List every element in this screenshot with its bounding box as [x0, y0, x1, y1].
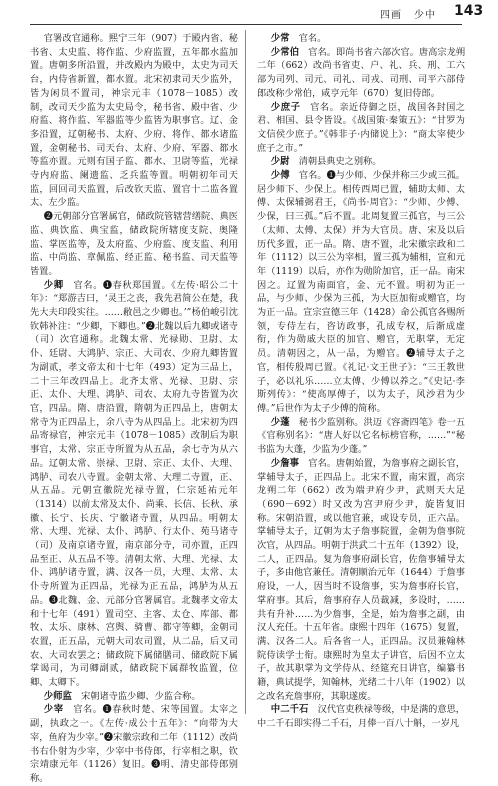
- definition: 官名。❶春秋郑国置。《左传·昭公二十年》：“郑游吉曰，‘灵王之丧，我先君简公在楚，我先大夫印段实往。……敝邑之少卿也。’”杨伯峻引沈钦韩补注：“少卿，下卿也。”❷北魏以后九卿或诸寺（司）次官通称。北魏太常、光禄勋、卫尉、太仆、廷尉、大鸿胪、宗正、大司农、少府九卿皆置为副贰，孝文帝太和十七年（493）定为三品上，二十三年改四品上。北齐太常、光禄、卫尉、宗正、太仆、大理、鸿胪、司农、太府九寺皆置为次官，四品。隋、唐沿置，隋朝为正四品上，唐朝太常寺为正四品上，余八寺为从四品上。北宋初为四品寄禄官，神宗元丰（1078－1085）改制后为职事官，太常、宗正寺所置为从五品，余七寺为从六品。辽朝太常、崇禄、卫尉、宗正、太仆、大理、鸿胪、司农八寺置。金朝太常、大理二寺置，正、从五品。元朝宣徽院光禄寺置，仁宗延祐元年（1314）以前太常及太仆、尚乘、长信、长秋、承徽、长宁、长庆、宁徽诸寺置，从四品。明朝太常、大理、光禄、太仆、鸿胪、行太仆、苑马诸寺（司）及南京诸寺置，南京部分寺，司亦置，正四品至正、从五品不等。清朝太常、大理、光禄、太仆、鸿胪诸寺置，满、汉各一员，大理、太常、太仆寺所置为正四品，光禄为正五品，鸿胪为从五品。❸北魏、金、元部分官署属官。北魏孝文帝太和十七年（491）置司空、主客、太仓、库部、都牧、太乐、康林、宫舆、骑曹、都守等卿，金朝司农置，正五品，元朝大司农司置，从二品，后又司农、大司农罢之；储政院下属储膳司、储政院下属掌谒司，为司卿副贰，储政院下属群牧监置，位卿、太卿下。: [30, 279, 238, 689]
- definition: 汉代官吏秩禄等级，中是满的意思，中二千石即实得二千石，月俸一百八十斛，一岁凡: [257, 704, 465, 730]
- headword: 少卿: [43, 279, 64, 291]
- definition: 宋朝诸寺监少卿、少监合称。: [81, 690, 201, 702]
- entry-shaozai: [30, 703, 238, 785]
- entry-shaozhanshi: [257, 457, 465, 704]
- entry-shaofu: [257, 169, 465, 416]
- headword: 少傅: [270, 170, 290, 182]
- headword: 少尉: [270, 156, 290, 168]
- entry-zhongerqianshi: [257, 703, 465, 730]
- headword: 少庶子: [270, 101, 301, 113]
- headword: 少师监: [43, 690, 72, 702]
- definition: 清朝县典史之别称。: [298, 156, 382, 168]
- definition: 官名。亲近侍御之臣，战国各封国之君、相国、县令皆设。《战国策·秦策五》：“甘罗为文信侯少庶子。”《韩非子·内储说上》：“商太宰使少庶子之市。”: [257, 101, 465, 154]
- entry-shaopeng: [257, 416, 465, 457]
- definition: 官名。唐朝始置，为詹事府之副长官，掌辅导太子，正四品上。北宋不置，南宋置，高宗龙朔二年（662）改为端尹府少尹，武则天大足（690－692）时又改为宫尹府少尹，旋皆复旧称。宋朝沿置，或以他官兼，或设专员，正六品。掌辅导太子，辽朝为太子詹事院置，金朝为詹事院次官，从四品。明朝于洪武二十五年（1392）设，二人，正四品。复为詹事府副长官，佐詹事辅导太子，多由他官兼任。清朝顺治元年（1644）于詹事府设，一人，因当时不设詹事，实为詹事府长官，掌府事。其后，詹事府存人员裁减，多设时，……共有升补……为少詹事，全是，始为詹事之副，由汉人充任。十五年省。康熙十四年（1675）复置，满、汉各二人。后各省一人，正四品。汉员兼翰林院侍读学士衔。康熙时为皇太子讲官，后因不立太子，故其职掌为文学侍从、经筵充日讲官，编纂书籍，典试提学，知翰林，光绪二十八年（1902）以之改名充詹事府，其职遂废。: [257, 457, 466, 702]
- header-rule: [30, 24, 462, 25]
- entry-shaochang: [257, 32, 465, 46]
- page-number: 143: [454, 3, 484, 19]
- definition: 官名。: [298, 33, 327, 44]
- headword: 少蓬: [270, 416, 290, 428]
- definition: 官名。❶春秋时楚、宋等国置。太宰之副，执政之一。《左传·成公十五年》：“向带为大宰，鱼府为少宰。”❷宋徽宗政和二年（1112）改尚书右仆射为少宰，少宰中书侍郎，行宰相之职，钦宗靖康元年（1126）复旧。❸明、清史部侍郎别称。: [30, 704, 238, 784]
- entry-shaoqing: [30, 279, 238, 690]
- headword: 少宰: [43, 704, 64, 716]
- column-divider: [245, 30, 246, 714]
- entry-shaochangbo: [257, 46, 465, 101]
- headword: 少詹事: [270, 457, 300, 469]
- headword: 少常伯: [270, 46, 300, 58]
- entry-shaoshijian: [30, 690, 238, 704]
- page-header: [0, 0, 498, 26]
- guide-word: 少中: [414, 10, 436, 21]
- definition: 官名。即尚书省六部次官。唐高宗龙朔二年（662）改尚书省吏、户、礼、兵、刑、工六部为司列、司元、司礼、司戎、司刑、司平六部侍郎改称少常伯，咸亨元年（670）复旧侍郎。: [257, 46, 466, 99]
- definition: 官名。❶与少师、少保并称三少或三孤。居少师下、少保上。相传西周已置，辅助太师、太傅、太保辅弼君王，《尚书·周官》：“少师、少傅、少保，曰三孤。”后不置。北周复置三孤官，与三公（太师、太傅、太保）并为大官员。唐、宋及以后历代多置，正一品。隋、唐不置，北宋徽宗政和二年（1112）以三公为宰相，置三孤为辅相，宣和元年（1119）以后，亦作为勋阶加官，正一品。南宋因之。辽置为南面官，金、元不置。明初为正一品，与少师、少保为三孤，为大臣加衔或赠官，均为正一品。宣宗宣德三年（1428）命公孤官各赐所领，专侍左右，咨访政事，孔成专权，后渐成虚衔，作为勋戚大臣的加官、赠官，无职掌，无定员。清朝因之，从一品，为赠官。❷辅导太子之官，相传殷周已置。《礼记·文王世子》：“三王教世子，必以礼乐……立太傅、少傅以养之。”《史记·李斯列传》：“使高厚傅子，以为太子，风沙君为少傅。”后世作为太子少傅的简称。: [257, 170, 465, 414]
- headword: 少常: [270, 33, 290, 44]
- headword: 中二千石: [270, 704, 309, 716]
- right-column: [257, 32, 466, 730]
- entry-continuation-2: ❷元朝部分官署属官，储政院管辖营缮院、典医监、典饮监、典宝监，储政院所辖度支院、奥隆监、掌医监等，及太府监、少府监、度支监、利用监、中尚监、章佩监、经正监、秘书监、司天监等皆置。: [30, 211, 238, 277]
- definition: 秘书少监别称。洪迈《容斋四笔》卷一五《官称别名》：“唐人好以它名标榜官称，……”“秘书监为大蓬，少监为少蓬。”: [257, 416, 465, 456]
- entry-shaowei: [257, 155, 465, 169]
- section-label: 四画: [380, 10, 402, 21]
- left-column: [30, 32, 238, 784]
- entry-continuation: 官署改官通称。熙宁三年（907）于殿内省、秘书省、太史监、将作监、少府监置，五年都水监加置。唐朝多所沿置，并改殿内为殿中，太史为司天台，内侍省新置，都水置。北宋初隶司天少监外，皆为闲员不置司，神宗元丰（1078－1085）改制，改司天少监为太史局令，秘书省、殿中省、少府监、将作监、军器监等少监皆为职事官。辽、金多沿置，辽朝秘书、太府、少府、将作、都水诸监置，金朝秘书、司天台、太府、少府、军器、都水等监亦置。元则有国子监、都水、卫尉等监，光禄寺内府监、阑遗监、乏兵监等置。明朝初年司天监，回回司天监置，后改钦天监、置官十二监各置太、左少监。: [30, 33, 238, 209]
- entry-shaoshuzi: [257, 101, 465, 156]
